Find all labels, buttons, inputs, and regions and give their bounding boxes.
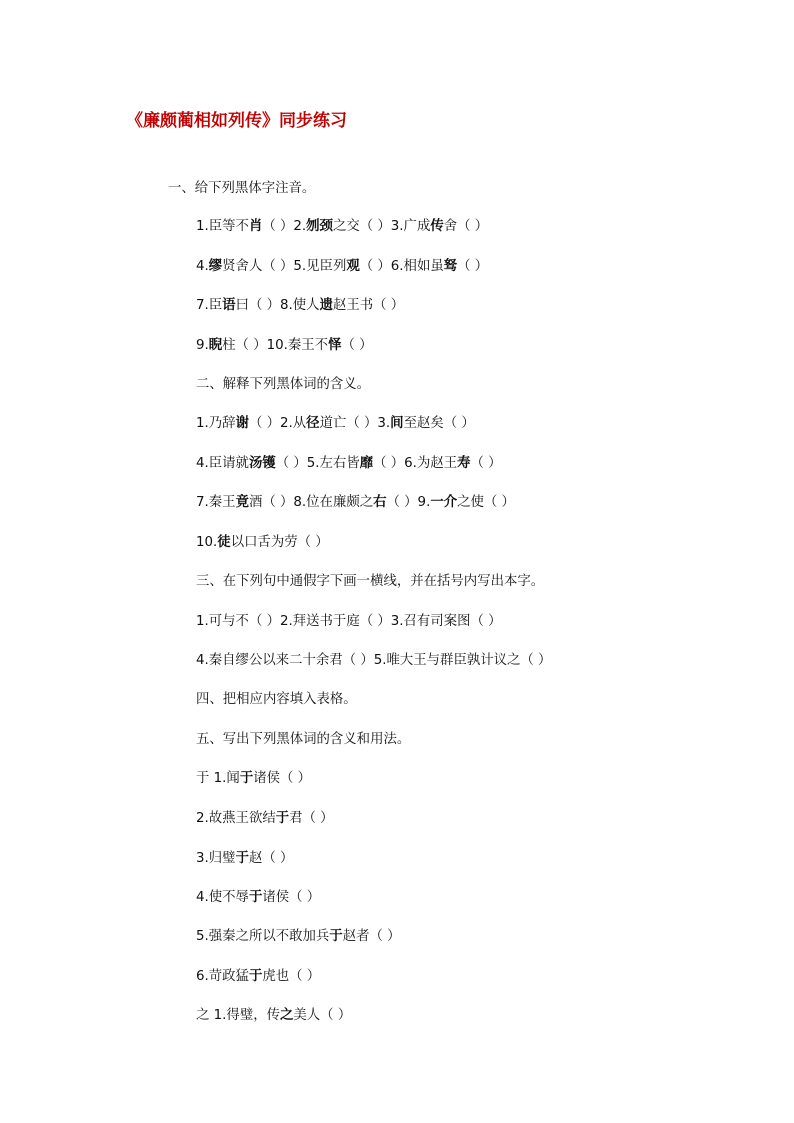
text-segment: 赵王书（ ） [332,298,405,313]
bold-term: 右 [373,495,387,510]
text-line [196,770,311,788]
text-segment: 5.强秦之所以不敢加兵 [196,929,330,944]
text-line [196,455,502,473]
text-segment: 酒（ ）8.位在廉颇之 [248,495,374,510]
text-segment: 道亡（ ）3. [319,416,391,431]
text-segment: 于 1.闻 [196,771,240,786]
bold-term: 一介 [430,495,458,510]
text-segment: 赵者（ ） [342,929,401,944]
text-line [196,494,515,512]
text-segment: 之交（ ）3.广成 [332,219,431,234]
text-segment: 君（ ） [289,811,334,826]
bold-term: 驽 [443,259,458,274]
text-line [196,889,320,907]
text-segment: 曰（ ）8.使人 [235,298,320,313]
bold-term: 竟 [235,495,249,510]
bold-term: 谢 [235,416,249,431]
text-line [196,810,334,828]
text-segment: （ ）6.相如虽 [359,259,444,274]
text-segment: 10. [196,535,218,550]
text-segment: 柱（ ）10.秦王不 [222,338,329,353]
text-line [196,968,320,986]
text-segment: 四、把相应内容填入表格。 [196,692,357,707]
text-segment: 一、给下列黑体字注音。 [168,181,316,196]
text-line [196,297,404,315]
bold-term: 于 [329,929,343,944]
document-title: 《廉颇蔺相如列传》同步练习 [126,111,347,131]
text-segment: 4.臣请就 [196,456,249,471]
text-segment: 诸侯（ ） [253,771,312,786]
bold-term: 之 [280,1008,294,1023]
text-segment: （ ）2. [262,219,307,234]
bold-term: 遗 [319,298,333,313]
text-segment: 至赵矣（ ） [403,416,475,431]
text-line [196,1007,351,1025]
text-segment: （ ） [470,456,502,471]
bold-term: 于 [239,771,254,786]
text-segment: 美人（ ） [293,1008,352,1023]
text-segment: 诸侯（ ） [262,890,321,905]
bold-term: 于 [235,851,249,866]
text-segment: 2.故燕王欲结 [196,811,276,826]
text-line [196,928,401,946]
bold-term: 间 [390,416,404,431]
text-segment: 7.秦王 [196,495,236,510]
text-line [168,180,315,198]
text-segment: 虎也（ ） [262,969,321,984]
bold-term: 汤镬 [248,456,276,471]
text-segment: 4.使不辱 [196,890,249,905]
text-segment: 舍（ ） [443,219,489,234]
text-line [196,613,502,631]
bold-term: 传 [430,219,444,234]
bold-term: 寿 [457,456,471,471]
text-segment: 贤舍人（ ）5.见臣列 [222,259,347,274]
text-segment: （ ） [457,259,489,274]
text-line [196,534,329,552]
bold-term: 怿 [328,338,342,353]
bold-term: 肖 [248,219,263,234]
text-segment: 五、写出下列黑体词的含义和用法。 [196,732,411,747]
text-line [196,850,293,868]
text-segment: 7.臣 [196,298,223,313]
text-segment: （ ）6.为赵王 [373,456,458,471]
text-segment: 4.秦自缪公以来二十余君（ ）5.唯大王与群臣孰计议之（ ） [196,653,552,668]
text-segment: 3.归璧 [196,851,236,866]
text-segment: 三、在下列句中通假字下画一横线，并在括号内写出本字。 [196,574,545,589]
text-segment: 之使（ ） [457,495,515,510]
text-segment: 1.可与不（ ）2.拜送书于庭（ ）3.召有司案图（ ） [196,614,502,629]
bold-term: 缪 [208,259,223,274]
text-segment: （ ）5.左右皆 [275,456,360,471]
bold-term: 徒 [217,535,231,550]
text-segment: 以口舌为劳（ ） [230,535,329,550]
text-segment: 之 1.得璧，传 [196,1008,280,1023]
bold-term: 于 [248,890,263,905]
text-line [196,258,488,276]
text-segment: （ ） [341,338,373,353]
text-line [196,376,370,394]
text-segment: （ ）9. [386,495,431,510]
bold-term: 睨 [208,338,223,353]
text-line [196,415,475,433]
text-segment: （ ）2.从 [248,416,307,431]
bold-term: 刎颈 [306,219,333,234]
bold-term: 径 [306,416,320,431]
bold-term: 靡 [359,456,374,471]
text-segment: 1.臣等不 [196,219,249,234]
bold-term: 语 [222,298,236,313]
text-line [196,731,410,749]
text-segment: 6.苛政猛 [196,969,249,984]
text-segment: 二、解释下列黑体词的含义。 [196,377,371,392]
text-line [196,652,551,670]
bold-term: 于 [275,811,290,826]
text-segment: 1.乃辞 [196,416,236,431]
bold-term: 于 [248,969,263,984]
bold-term: 观 [346,259,360,274]
text-line [196,218,488,236]
text-line [196,573,544,591]
text-line [196,691,357,709]
text-segment: 赵（ ） [248,851,294,866]
text-line [196,337,373,355]
text-segment: 9. [196,338,209,353]
text-segment: 4. [196,259,209,274]
